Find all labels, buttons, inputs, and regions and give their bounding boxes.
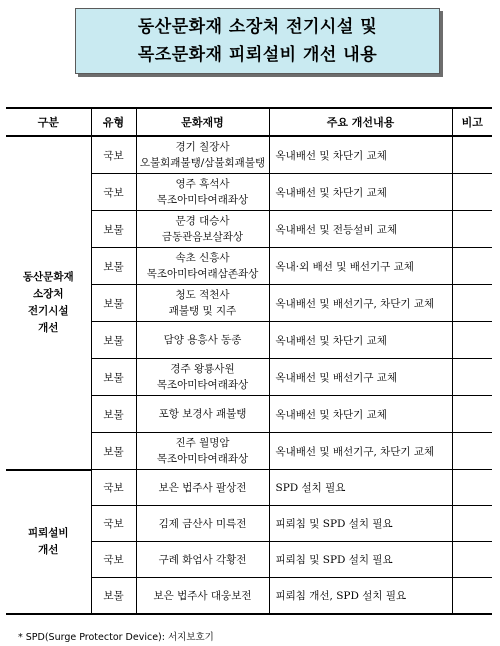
heritage-name-cell bbox=[136, 174, 269, 211]
heritage-name-cell bbox=[136, 285, 269, 322]
header-category: 구분 bbox=[6, 108, 91, 136]
remarks-cell bbox=[452, 248, 492, 285]
heritage-name-line: 보은 법주사 대웅보전 bbox=[153, 589, 252, 602]
improvement-content-cell: 옥내배선 및 배선기구, 차단기 교체 bbox=[269, 433, 452, 470]
improvement-content-cell: 피뢰침 개선, SPD 설치 필요 bbox=[269, 578, 452, 615]
category-line: 동산문화재 bbox=[22, 270, 74, 283]
heritage-name-cell bbox=[136, 396, 269, 433]
remarks-cell bbox=[452, 211, 492, 248]
improvement-content-cell: 옥내·외 배선 및 배선기구 교체 bbox=[269, 248, 452, 285]
remarks-cell bbox=[452, 285, 492, 322]
type-cell: 보물 bbox=[91, 396, 136, 433]
category-line: 개선 bbox=[38, 543, 59, 556]
heritage-name-line: 진주 월명암 bbox=[175, 437, 230, 449]
improvement-content-cell: 옥내배선 및 전등설비 교체 bbox=[269, 211, 452, 248]
heritage-name-cell bbox=[136, 359, 269, 396]
heritage-name-cell bbox=[136, 433, 269, 470]
type-cell: 보물 bbox=[91, 578, 136, 615]
category-line: 개선 bbox=[38, 321, 59, 334]
type-cell: 보물 bbox=[91, 322, 136, 359]
improvement-table bbox=[6, 107, 492, 615]
improvement-content-cell: 옥내배선 및 배선기구, 차단기 교체 bbox=[269, 285, 452, 322]
type-cell: 보물 bbox=[91, 248, 136, 285]
heritage-name-line: 문경 대승사 bbox=[175, 215, 230, 227]
heritage-name-line: 영주 흑석사 bbox=[175, 178, 230, 190]
improvement-content-cell: 옥내배선 및 차단기 교체 bbox=[269, 322, 452, 359]
heritage-name-line: 담양 용흥사 동종 bbox=[163, 334, 242, 346]
remarks-cell bbox=[452, 322, 492, 359]
category-line: 소장처 bbox=[33, 287, 64, 300]
remarks-cell bbox=[452, 470, 492, 506]
footnote: * SPD(Surge Protector Device): 서지보호기 bbox=[18, 632, 214, 643]
heritage-name-line: 구례 화엄사 각황전 bbox=[158, 553, 247, 566]
heritage-name-line: 포항 보경사 괘불탱 bbox=[158, 408, 247, 420]
improvement-content-cell: SPD 설치 필요 bbox=[269, 470, 452, 506]
category-cell bbox=[6, 136, 91, 470]
table-header-row bbox=[6, 108, 492, 136]
heritage-name-cell bbox=[136, 248, 269, 285]
type-cell: 보물 bbox=[91, 285, 136, 322]
heritage-name-line: 목조아미타여래좌상 bbox=[156, 379, 249, 391]
table-row bbox=[6, 470, 492, 506]
improvement-content-cell: 옥내배선 및 차단기 교체 bbox=[269, 174, 452, 211]
title-line-2: 목조문화재 피뢰설비 개선 내용 bbox=[137, 45, 378, 65]
remarks-cell bbox=[452, 136, 492, 174]
heritage-name-line: 속초 신흥사 bbox=[175, 252, 230, 264]
header-remarks: 비고 bbox=[452, 108, 492, 136]
table-row bbox=[6, 136, 492, 174]
type-cell: 보물 bbox=[91, 433, 136, 470]
remarks-cell bbox=[452, 542, 492, 578]
table-body bbox=[6, 136, 492, 614]
type-cell: 국보 bbox=[91, 174, 136, 211]
improvement-content-cell: 옥내배선 및 차단기 교체 bbox=[269, 136, 452, 174]
type-cell: 보물 bbox=[91, 359, 136, 396]
header-type: 유형 bbox=[91, 108, 136, 136]
heritage-name-line: 경기 칠장사 bbox=[175, 141, 230, 153]
heritage-name-cell bbox=[136, 578, 269, 615]
improvement-content-cell: 피뢰침 및 SPD 설치 필요 bbox=[269, 506, 452, 542]
heritage-name-line: 목조아미타여래좌상 bbox=[156, 453, 249, 465]
heritage-name-line: 목조아미타여래삼존좌상 bbox=[146, 268, 259, 280]
type-cell: 국보 bbox=[91, 506, 136, 542]
improvement-content-cell: 옥내배선 및 차단기 교체 bbox=[269, 396, 452, 433]
remarks-cell bbox=[452, 396, 492, 433]
category-line: 전기시설 bbox=[27, 304, 69, 317]
heritage-name-line: 경주 왕룡사원 bbox=[170, 363, 235, 375]
category-cell bbox=[6, 470, 91, 615]
header-main-improvement: 주요 개선내용 bbox=[269, 108, 452, 136]
heritage-name-cell bbox=[136, 136, 269, 174]
heritage-name-cell bbox=[136, 506, 269, 542]
improvement-content-cell: 옥내배선 및 배선기구 교체 bbox=[269, 359, 452, 396]
heritage-name-cell bbox=[136, 470, 269, 506]
heritage-name-line: 김제 금산사 미륵전 bbox=[158, 517, 247, 530]
heritage-name-line: 보은 법주사 팔상전 bbox=[158, 481, 247, 494]
type-cell: 국보 bbox=[91, 136, 136, 174]
category-line: 피뢰설비 bbox=[27, 526, 69, 539]
type-cell: 보물 bbox=[91, 211, 136, 248]
heritage-name-line: 목조아미타여래좌상 bbox=[156, 194, 249, 206]
remarks-cell bbox=[452, 578, 492, 615]
remarks-cell bbox=[452, 174, 492, 211]
title-line-1: 동산문화재 소장처 전기시설 및 bbox=[137, 17, 378, 37]
heritage-name-line: 금동관음보살좌상 bbox=[161, 231, 244, 243]
document-title-box bbox=[75, 8, 440, 74]
improvement-content-cell: 피뢰침 및 SPD 설치 필요 bbox=[269, 542, 452, 578]
heritage-name-cell bbox=[136, 211, 269, 248]
type-cell: 국보 bbox=[91, 470, 136, 506]
header-heritage-name: 문화재명 bbox=[136, 108, 269, 136]
heritage-name-line: 청도 적천사 bbox=[175, 289, 230, 301]
type-cell: 국보 bbox=[91, 542, 136, 578]
remarks-cell bbox=[452, 359, 492, 396]
heritage-name-cell bbox=[136, 542, 269, 578]
remarks-cell bbox=[452, 433, 492, 470]
remarks-cell bbox=[452, 506, 492, 542]
heritage-name-cell bbox=[136, 322, 269, 359]
heritage-name-line: 괘불탱 및 지주 bbox=[168, 305, 237, 317]
heritage-name-line: 오불회괘불탱/삼불회괘불탱 bbox=[139, 157, 266, 169]
